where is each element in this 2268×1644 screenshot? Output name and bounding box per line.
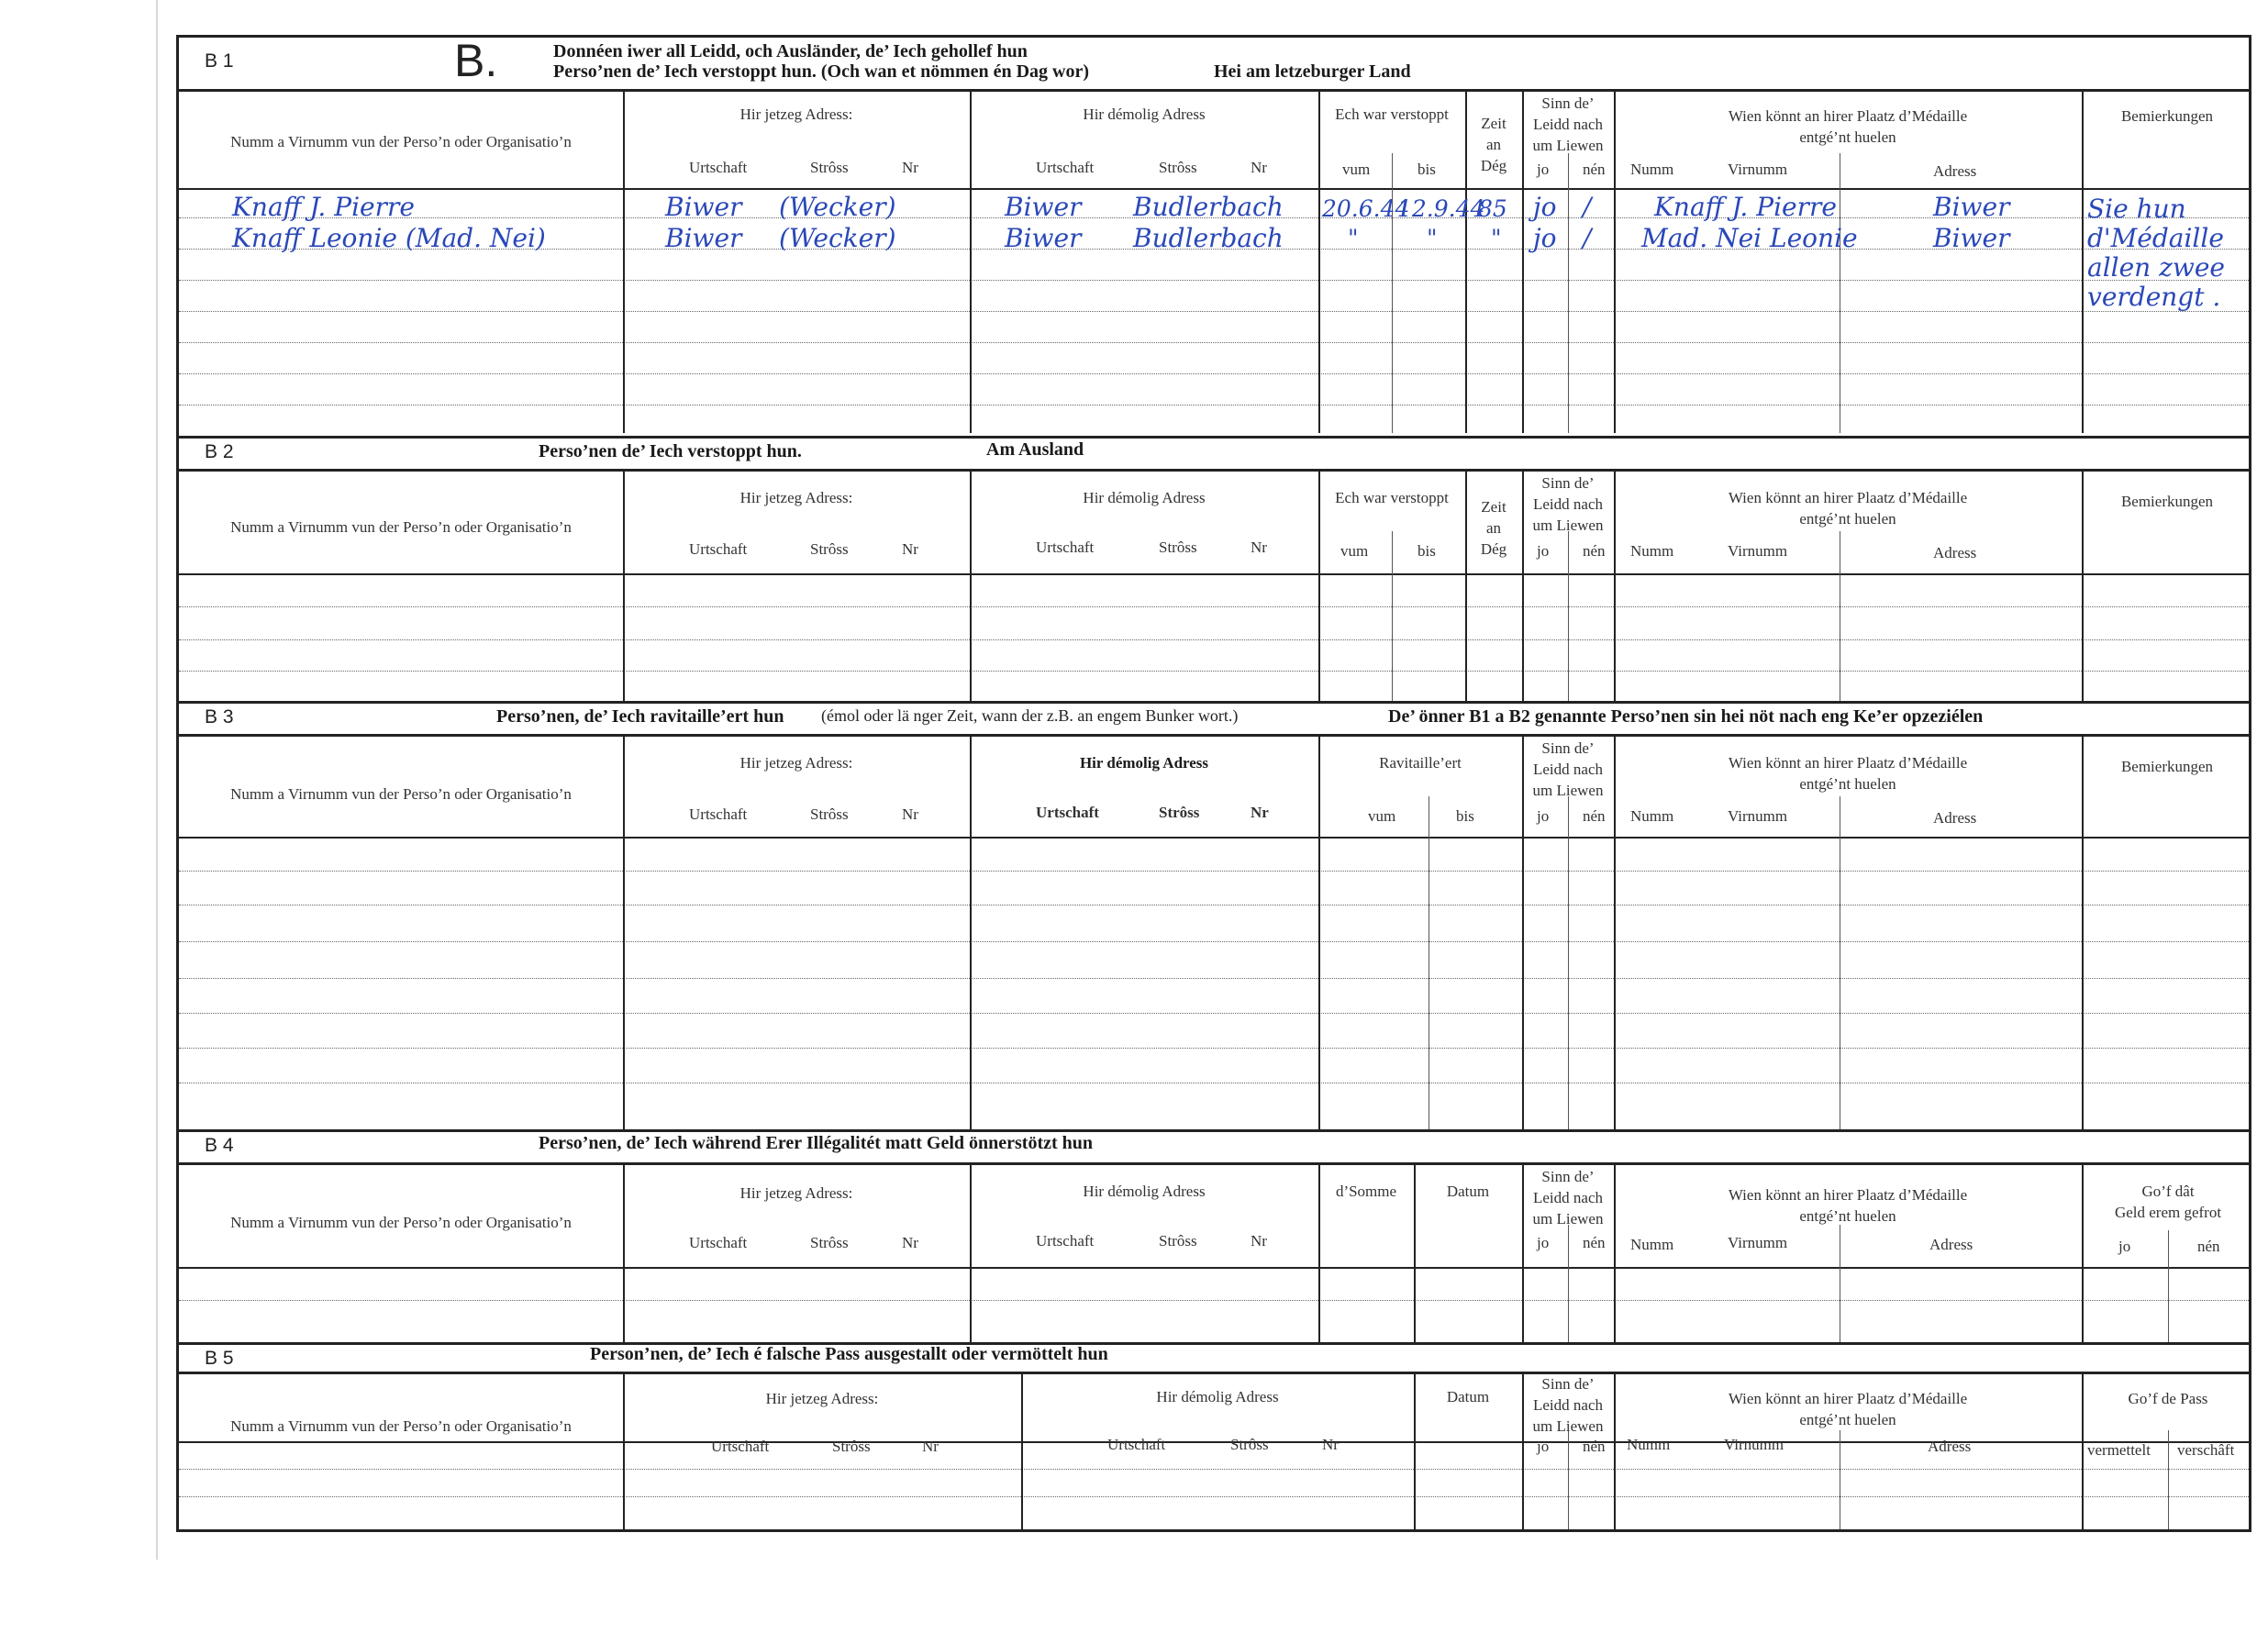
entry-remark-line: verdengt .: [2087, 282, 2221, 312]
section-title-line2: Perso’nen de’ Iech verstoppt hun. (Och wan et nömmen én Dag wor): [553, 61, 1090, 82]
sub-adress: Adress: [1933, 809, 1977, 827]
sinn-line1: Sinn de’: [1541, 94, 1595, 112]
sub-numm: Numm: [1630, 542, 1674, 560]
section-id: B 5: [205, 1348, 234, 1369]
sub-nen: nén: [2197, 1238, 2220, 1255]
col-demolig-header: Hir démolig Adress: [1083, 106, 1206, 123]
sub-vum: vum: [1340, 542, 1369, 560]
section-title-land: Hei am letzeburger Land: [1214, 61, 1411, 82]
entry-remark-line: allen zwee: [2087, 252, 2225, 283]
sub-urtschaft: Urtschaft: [1036, 539, 1095, 556]
col-bemierkungen-header: Bemierkungen: [2120, 107, 2214, 125]
col-jetzeg-header: Hir jetzeg Adress:: [765, 1390, 879, 1407]
geld-line2: Geld erem gefrot: [2114, 1204, 2222, 1221]
col-sinn-header: [1522, 1166, 1614, 1229]
section-title-line1: Donnéen iwer all Leidd, och Ausländer, de’ Iech gehollef hun: [553, 41, 1028, 61]
col-jetzeg-header: Hir jetzeg Adress:: [739, 489, 853, 506]
section-title-tail: De’ önner B1 a B2 genannte Perso’nen sin hei nöt nach eng Ke’er opzeziélen: [1388, 706, 1984, 727]
entry-demolig-urtschaft: Biwer: [1005, 192, 1082, 222]
sub-virnumm: Virnumm: [1724, 1436, 1784, 1453]
col-name-header: Numm a Virnumm vun der Perso’n oder Organisatio’n: [230, 133, 572, 150]
sub-jo: jo: [1537, 1234, 1550, 1251]
col-datum-header: Datum: [1446, 1183, 1490, 1200]
sub-vermettelt: vermettelt: [2087, 1441, 2151, 1459]
col-sinn-header: [1522, 1373, 1614, 1437]
section-title: Perso’nen de’ Iech verstoppt hun.: [539, 441, 802, 461]
entry-jetzeg-urtschaft: Biwer: [665, 192, 742, 222]
section-id: B 2: [205, 441, 234, 462]
sinn-line1: Sinn de’: [1541, 474, 1595, 492]
col-name-header: Numm a Virnumm vun der Perso’n oder Organisatio’n: [230, 1417, 572, 1435]
col-medaille-header: [1614, 752, 2082, 794]
wien-line2: entgé’nt huelen: [1799, 128, 1896, 146]
col-geld-header: [2082, 1181, 2254, 1223]
entry-name: Knaff J. Pierre: [232, 192, 415, 222]
entry-remark-line: Sie hun: [2087, 194, 2186, 224]
entry-name: Knaff Leonie (Mad. Nei): [232, 223, 546, 253]
sinn-line1: Sinn de’: [1541, 1168, 1595, 1185]
section-b2: [176, 436, 2251, 701]
sub-virnumm: Virnumm: [1728, 542, 1788, 560]
col-name-header: Numm a Virnumm vun der Perso’n oder Organisatio’n: [230, 1214, 572, 1231]
col-sinn-header: [1522, 738, 1614, 801]
sub-nen: nén: [1583, 542, 1606, 560]
sinn-line2: Leidd nach: [1533, 1396, 1603, 1414]
entry-medaille-adress: Biwer: [1933, 223, 2010, 253]
sinn-line1: Sinn de’: [1541, 1375, 1595, 1393]
entry-demolig-stross: Budlerbach: [1133, 192, 1284, 222]
wien-line1: Wien könnt an hirer Plaatz d’Médaille: [1728, 754, 1968, 772]
entry-deg: 85: [1478, 195, 1507, 222]
sub-numm: Numm: [1630, 807, 1674, 825]
sub-urtschaft: Urtschaft: [1036, 1232, 1095, 1250]
sub-urtschaft: Urtschaft: [689, 159, 748, 176]
sub-virnumm: Virnumm: [1728, 161, 1788, 178]
col-bemierkungen-header: Bemierkungen: [2120, 493, 2214, 510]
entry-bis: 12.9.44: [1397, 195, 1485, 222]
section-b3: [176, 701, 2251, 1129]
sub-nr: Nr: [1251, 804, 1269, 821]
section-title: Person’nen, de’ Iech é falsche Pass ausgestallt oder vermöttelt hun: [590, 1344, 1108, 1364]
col-name-header: Numm a Virnumm vun der Perso’n oder Organisatio’n: [230, 518, 572, 536]
sinn-line3: um Liewen: [1532, 1210, 1604, 1227]
sub-nr: Nr: [1251, 159, 1267, 176]
sub-stross: Strôss: [810, 159, 849, 176]
sub-stross: Strôss: [1159, 539, 1197, 556]
deg-label: Dég: [1480, 540, 1507, 558]
entry-jetzeg-stross: (Wecker): [779, 223, 896, 253]
section-title-paren: (émol oder lä nger Zeit, wann der z.B. an engem Bunker wort.): [821, 706, 1239, 725]
sub-nr: Nr: [1251, 1232, 1267, 1250]
sub-stross: Strôss: [1159, 804, 1200, 821]
col-verstoppt-header: Ech war verstoppt: [1335, 489, 1449, 506]
sub-stross: Strôss: [810, 540, 849, 558]
sinn-line2: Leidd nach: [1533, 1189, 1603, 1206]
entry-medaille-adress: Biwer: [1933, 192, 2010, 222]
sinn-line3: um Liewen: [1532, 782, 1604, 799]
entry-medaille-numm: Knaff J. Pierre: [1654, 192, 1837, 222]
col-somme-header: d’Somme: [1335, 1183, 1397, 1200]
col-datum-header: Datum: [1446, 1388, 1490, 1405]
sub-nr: Nr: [922, 1438, 939, 1455]
col-jetzeg-header: Hir jetzeg Adress:: [739, 754, 853, 772]
sub-numm: Numm: [1627, 1436, 1671, 1453]
sub-bis: bis: [1418, 161, 1436, 178]
wien-line1: Wien könnt an hirer Plaatz d’Médaille: [1728, 489, 1968, 506]
wien-line2: entgé’nt huelen: [1799, 1207, 1896, 1225]
entry-demolig-urtschaft: Biwer: [1005, 223, 1082, 253]
col-medaille-header: [1614, 106, 2082, 148]
col-name-header: Numm a Virnumm vun der Perso’n oder Organisatio’n: [230, 785, 572, 803]
sub-nr: Nr: [902, 540, 918, 558]
col-ravitailleert-header: Ravitaille’ert: [1379, 754, 1462, 772]
sub-stross: Strôss: [832, 1438, 871, 1455]
entry-jetzeg-stross: (Wecker): [779, 192, 896, 222]
section-b1: [176, 35, 2251, 436]
sub-urtschaft: Urtschaft: [689, 805, 748, 823]
sub-nen: nén: [1583, 1234, 1606, 1251]
sub-nen: nén: [1583, 807, 1606, 825]
entry-deg: ": [1491, 225, 1502, 251]
col-medaille-header: [1614, 1388, 2082, 1430]
sub-adress: Adress: [1928, 1438, 1972, 1455]
sub-urtschaft: Urtschaft: [689, 1234, 748, 1251]
sub-vum: vum: [1342, 161, 1371, 178]
deg-label: Dég: [1480, 157, 1507, 174]
sub-virnumm: Virnumm: [1728, 807, 1788, 825]
zeit-label: Zeit: [1481, 115, 1506, 132]
sub-bis: bis: [1418, 542, 1436, 560]
entry-nen: /: [1583, 192, 1592, 222]
entry-nen: /: [1583, 223, 1592, 253]
col-medaille-header: [1614, 487, 2082, 529]
an-label: an: [1485, 136, 1502, 153]
sub-stross: Strôss: [1159, 1232, 1197, 1250]
wien-line1: Wien könnt an hirer Plaatz d’Médaille: [1728, 1186, 1968, 1204]
section-title: Perso’nen, de’ Iech während Erer Illégalitét matt Geld önnerstötzt hun: [539, 1133, 1094, 1153]
wien-line1: Wien könnt an hirer Plaatz d’Médaille: [1728, 107, 1968, 125]
geld-line1: Go’f dât: [2141, 1183, 2195, 1200]
sinn-line3: um Liewen: [1532, 517, 1604, 534]
sub-adress: Adress: [1933, 544, 1977, 561]
col-verstoppt-header: Ech war verstoppt: [1335, 106, 1449, 123]
col-jetzeg-header: Hir jetzeg Adress:: [739, 1184, 853, 1202]
col-jetzeg-header: Hir jetzeg Adress:: [739, 106, 853, 123]
sub-vum: vum: [1368, 807, 1396, 825]
sinn-line1: Sinn de’: [1541, 739, 1595, 757]
entry-jo: jo: [1533, 192, 1557, 222]
section-b5: [176, 1342, 2251, 1529]
sinn-line2: Leidd nach: [1533, 761, 1603, 778]
section-id: B 1: [205, 50, 234, 72]
wien-line2: entgé’nt huelen: [1799, 1411, 1896, 1428]
sub-bis: bis: [1456, 807, 1474, 825]
sub-stross: Strôss: [810, 805, 849, 823]
entry-vum: 20.6.44: [1322, 195, 1410, 222]
entry-jetzeg-urtschaft: Biwer: [665, 223, 742, 253]
sub-urtschaft: Urtschaft: [689, 540, 748, 558]
sinn-line3: um Liewen: [1532, 1417, 1604, 1435]
entry-jo: jo: [1533, 223, 1557, 253]
col-bemierkungen-header: Bemierkungen: [2120, 758, 2214, 775]
col-demolig-header: Hir démolig Adress: [1156, 1388, 1279, 1405]
entry-medaille-numm: Mad. Nei Leonie: [1641, 223, 1858, 253]
sub-stross: Strôss: [1230, 1436, 1269, 1453]
sub-urtschaft: Urtschaft: [1036, 804, 1099, 821]
col-medaille-header: [1614, 1184, 2082, 1227]
wien-line2: entgé’nt huelen: [1799, 510, 1896, 528]
sub-nen: nén: [1583, 1438, 1606, 1455]
sub-jo: jo: [1537, 542, 1550, 560]
zeit-label: Zeit: [1481, 498, 1506, 516]
section-title: Perso’nen, de’ Iech ravitaille’ert hun: [496, 706, 784, 727]
section-id: B 4: [205, 1135, 234, 1156]
col-zeit-header: [1465, 113, 1522, 176]
sub-jo: jo: [2118, 1238, 2131, 1255]
form-page-b: [176, 35, 2251, 1532]
sub-nr: Nr: [902, 805, 918, 823]
entry-vum: ": [1348, 225, 1359, 251]
sub-stross: Strôss: [810, 1234, 849, 1251]
sub-verschaft: verschâft: [2177, 1441, 2235, 1459]
sub-urtschaft: Urtschaft: [1107, 1436, 1166, 1453]
section-title-land: Am Ausland: [986, 439, 1084, 460]
page-fold-edge: [156, 0, 158, 1560]
sinn-line3: um Liewen: [1532, 137, 1604, 154]
sub-numm: Numm: [1630, 1236, 1674, 1253]
entry-remark-line: d'Médaille: [2087, 223, 2224, 253]
sub-nr: Nr: [902, 1234, 918, 1251]
col-sinn-header: [1522, 93, 1614, 156]
col-sinn-header: [1522, 472, 1614, 536]
sinn-line2: Leidd nach: [1533, 116, 1603, 133]
sub-nen: nén: [1583, 161, 1606, 178]
col-demolig-header: Hir démolig Adress: [1083, 1183, 1206, 1200]
col-demolig-header: Hir démolig Adress: [1083, 489, 1206, 506]
sub-urtschaft: Urtschaft: [1036, 159, 1095, 176]
sinn-line2: Leidd nach: [1533, 495, 1603, 513]
sub-stross: Strôss: [1159, 159, 1197, 176]
sub-adress: Adress: [1929, 1236, 1973, 1253]
sub-nr: Nr: [1322, 1436, 1339, 1453]
col-demolig-header: Hir démolig Adress: [1079, 754, 1209, 772]
an-label: an: [1485, 519, 1502, 537]
sub-adress: Adress: [1933, 162, 1977, 180]
sub-nr: Nr: [1251, 539, 1267, 556]
sub-numm: Numm: [1630, 161, 1674, 178]
wien-line2: entgé’nt huelen: [1799, 775, 1896, 793]
wien-line1: Wien könnt an hirer Plaatz d’Médaille: [1728, 1390, 1968, 1407]
col-pass-header: Go’f de Pass: [2128, 1390, 2208, 1407]
sub-nr: Nr: [902, 159, 918, 176]
section-b4: [176, 1129, 2251, 1342]
form-letter: B.: [454, 35, 498, 86]
sub-jo: jo: [1537, 1438, 1550, 1455]
entry-demolig-stross: Budlerbach: [1133, 223, 1284, 253]
sub-virnumm: Virnumm: [1728, 1234, 1788, 1251]
sub-jo: jo: [1537, 161, 1550, 178]
col-zeit-header: [1465, 496, 1522, 560]
sub-jo: jo: [1537, 807, 1550, 825]
entry-bis: ": [1427, 225, 1438, 251]
sub-urtschaft: Urtschaft: [711, 1438, 770, 1455]
section-id: B 3: [205, 706, 234, 728]
